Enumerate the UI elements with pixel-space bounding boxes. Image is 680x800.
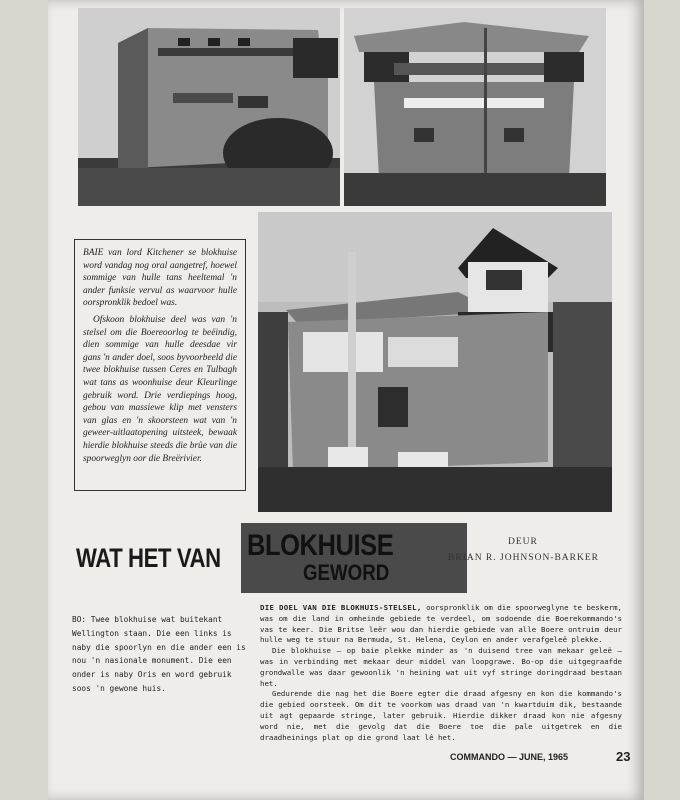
magazine-page bbox=[48, 0, 644, 800]
body-paragraph-1-text: oorspronklik om die spoorweglyne te beskerm, was om die land in omheinde gebiede te verdeel, om sodoende die Boerekommando's vas te keer. Die Britse leër wou dan hierdie gebiede van alle Boere ontruim deur hulle weg te stuur na Bermuda, St. Helena, Ceylon en ander verafgeleë plekke. bbox=[260, 603, 623, 645]
body-paragraph-2: Die blokhuise — op baie plekke minder as 'n duisend tree van mekaar geleë — was in verbinding met mekaar deur middel van loopgrawe. Bo-op die uitgegraafde grondwalle was daar gewoonlik 'n heining wat uit vyf stringe doringdraad bestaan het. bbox=[260, 646, 622, 688]
photo-caption: BO: Twee blokhuise wat buitekant Wellington staan. Die een links is naby die spoorlyn en die ander een is nou 'n nasionale monument. Die een onder is naby Oris en word gebruik soos 'n gewone huis. bbox=[72, 615, 246, 693]
body-lead: DIE DOEL VAN DIE BLOKHUIS-STELSEL, bbox=[260, 603, 422, 612]
headline-part-2: BLOKHUISE bbox=[247, 529, 394, 562]
headline-part-1: WAT HET VAN bbox=[76, 543, 221, 573]
body-paragraph-3: Gedurende die nag het die Boere egter die draad afgesny en kon die kommando's die gebied oorsteek. Om dit te voorkom was draad van 'n kwartduim dik, bestaande uit agt gepaarde stringe, later gebruik. Hierdie dikker draad kon nie afgesny word nie, met die gevolg dat die Boere toe die pale uitgetrek en die draadheinings plat op die grond laat lê het. bbox=[260, 689, 622, 742]
footer-text: COMMANDO — JUNE, 1965 bbox=[450, 752, 569, 762]
page-footer bbox=[450, 749, 631, 764]
byline-author: BRIAN R. JOHNSON-BARKER bbox=[448, 553, 599, 563]
intro-paragraph-1: BAIE van lord Kitchener se blokhuise word vandag nog oral aangetref, hoewel sommige van hulle tans heeltemal 'n ander funksie vervul as waarvoor hulle oorspronklik bedoel was. bbox=[83, 248, 237, 309]
photo-blockhouse-right bbox=[344, 8, 606, 206]
intro-paragraph-2: Ofskoon blokhuise deel was van 'n stelsel om die Boereoorlog te beëindig, dien sommige van hulle deesdae vir gans 'n ander doel, soos byvoorbeeld die twee blokhuise tussen Ceres en Tulbagh wat tans as woonhuise deur Kleurlinge gebruik word. Drie verdiepings hoog, gebou van massiewe klip met vensters van glas en 'n skoorsteen wat van 'n geweer-uitlaatopening uitsteek, bewaak hierdie blokhuise steeds die brûe van die spoorweglyn oor die Breërivier. bbox=[83, 314, 237, 464]
body-paragraph-1 bbox=[260, 603, 622, 646]
article-body bbox=[260, 603, 622, 743]
article-headline bbox=[76, 523, 436, 593]
headline-part-3: GEWORD bbox=[303, 560, 390, 585]
byline-label: DEUR bbox=[508, 537, 538, 547]
page-number: 23 bbox=[616, 749, 631, 764]
headline-block bbox=[241, 523, 467, 593]
photo-blockhouse-left bbox=[78, 8, 340, 206]
intro-box bbox=[74, 239, 246, 491]
photo-blockhouse-house bbox=[258, 212, 612, 512]
